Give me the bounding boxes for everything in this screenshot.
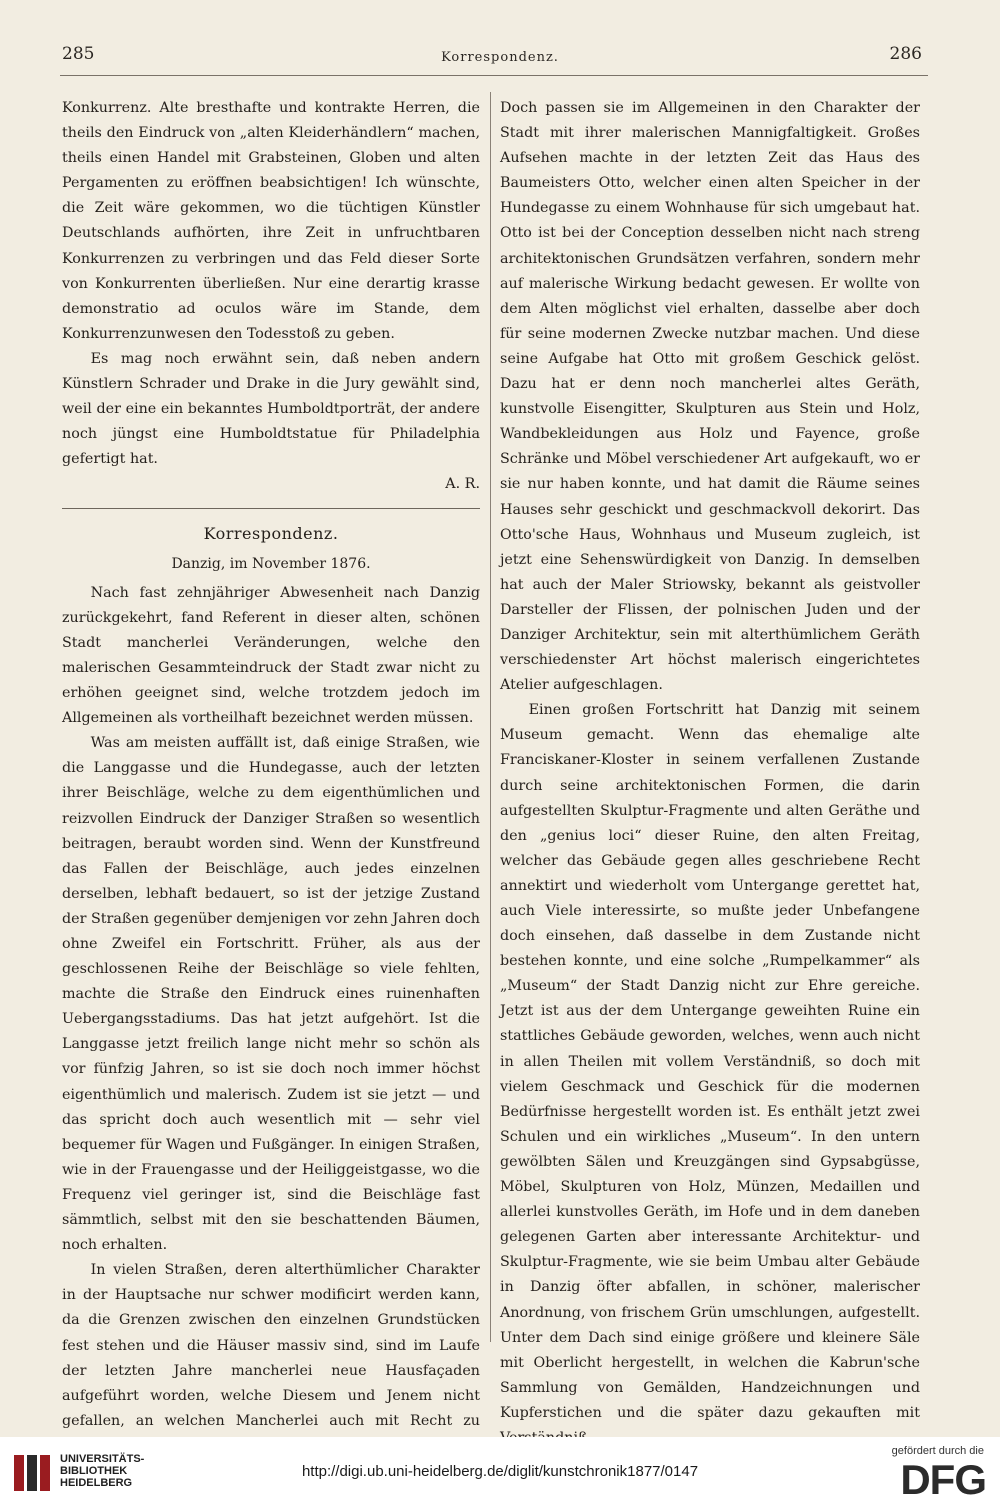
- institution-line: HEIDELBERG: [60, 1477, 133, 1489]
- paragraph: Doch passen sie im Allgemeinen in den Charakter der Stadt mit ihrer malerischen Mannigfaltigkeit. Großes Aufsehen machte in der letzten Zeit das Haus des Baumeisters Otto, welcher einen alten Speicher in der Hundegasse zu einem Wohnhause für sich umgebaut hat. Otto ist bei der Conception desselben nicht nach streng architektonischen Grundsätzen verfahren, sondern mehr auf malerische Wirkung bedacht gewesen. Er wollte von dem Alten möglichst viel erhalten, dasselbe aber doch für seine modernen Zwecke nutzbar machen. Und diese seine Aufgabe hat Otto mit großem Geschick gelöst. Dazu hat er denn noch mancherlei altes Geräth, kunstvolle Eisengitter, Skulpturen aus Stein und Holz, Wandbekleidungen aus Holz und Fayence, große Schränke und Möbel verschiedener Art aufgekauft, wo er sie nur haben konnte, und hat damit die Räume seines Hauses sehr geschickt und geschmackvoll dekorirt. Das Otto'sche Haus, Wohnhaus und Museum zugleich, ist jetzt eine Sehenswürdigkeit von Danzig. In demselben hat auch der Maler Striowsky, bekannt als geistvoller Darsteller der Flissen, der polnischen Juden und der Danziger Architektur, sein mit alterthümlichem Geräth verschiedenster Art höchst malerisch eingerichtetes Atelier aufgeschlagen.: [500, 100, 920, 694]
- header-rule: [60, 75, 928, 76]
- paragraph: Einen großen Fortschritt hat Danzig mit seinem Museum gemacht. Wenn das ehemalige alte Franciskaner-Kloster in seinem verfallenen Zustande durch seine architektonischen Formen, die darin aufgestellten Skulptur-Fragmente und alten Geräthe und den „genius loci“ dieser Ruine, den alten Freitag, welcher das Gebäude gegen alles geschriebene Recht annektirt und wiederholt vom Untergange gerettet hat, auch Viele interessirte, so mußte jeder Unbefangene doch einsehen, daß dasselbe in dem Zustande nicht bestehen konnte, und eine solche „Rumpelkammer“ als „Museum“ der Stadt Danzig nicht zur Ehre gereiche. Jetzt ist aus der dem Untergange geweihten Ruine ein stattliches Gebäude geworden, welches, wenn auch nicht in allen Theilen mit vollem Verständniß, so doch mit vielem Geschmack und Geschick für die modernen Bedürfnisse hergestellt worden ist. Es enthält jetzt zwei Schulen und ein wirkliches „Museum“. In den untern gewölbten Sälen und Kreuzgängen sind Gypsabgüsse, Möbel, Skulpturen von Holz, Münzen, Medaillen und allerlei kunstvolles Geräth, im Hofe und in dem daneben gelegenen Garten aber interessante Architektur- und Skulptur-Fragmente, wie sie beim Umbau alter Gebäude in Danzig öfter abfallen, in schöner, malerischer Anordnung, von frischem Grün umschlungen, aufgestellt. Unter dem Dach sind einige größere und kleinere Säle mit Oberlicht hergestellt, in welchen die Kabrun'sche Sammlung von Gemälden, Handzeichnungen und Kupferstichen und die später dazu gekauften mit: [500, 702, 920, 1421]
- institution-line: UNIVERSITÄTS-: [60, 1453, 145, 1465]
- author-signature: A. R.: [445, 476, 480, 493]
- paragraph: Nach fast zehnjähriger Abwesenheit nach Danzig zurückgekehrt, fand Referent in dieser alten, schönen Stadt mancherlei Veränderungen, welche den malerischen Gesammteindruck der Stadt zwar nicht zu erhöhen geeignet sind, welche trotzdem jedoch im Allgemeinen als vortheilhaft bezeichnet werden müssen.: [62, 584, 480, 727]
- left-column: [62, 96, 480, 1459]
- institution-line: BIBLIOTHEK: [60, 1465, 128, 1477]
- column-divider: [490, 92, 491, 1342]
- page-number-right: 286: [889, 44, 922, 64]
- page-number-left: 285: [62, 44, 95, 64]
- dfg-logo: DFG: [900, 1456, 986, 1503]
- dateline: Danzig, im November 1876.: [171, 555, 371, 572]
- paragraph: Es mag noch erwähnt sein, daß neben andern Künstlern Schrader und Drake in die Jury gewählt sind, weil der eine ein bekanntes Humboldtporträt, der andere noch jüngst eine Humboldtstatue für Philadelphia gefertigt hat.: [62, 350, 480, 468]
- section-title: Korrespondenz.: [203, 523, 339, 543]
- right-column: [500, 96, 920, 1451]
- running-head: Korrespondenz.: [441, 50, 559, 65]
- paragraph: Konkurrenz. Alte bresthafte und kontrakte Herren, die theils den Eindruck von „alten Kleiderhändlern“ machen, theils einen Handel mit Grabsteinen, Globen und alten Pergamenten zu eröffnen beabsichtigen! Ich wünschte, die Zeit wäre gekommen, wo die tüchtigen Künstler Deutschlands aufhörten, ihre Zeit in unfruchtbaren Konkurrenzen zu verbringen und das Feld dieser Sorte von Konkurrenten überließen. Nur eine derartig krasse demonstratio ad oculos wäre im Stande, dem Konkurrenzunwesen den Todesstoß zu geben.: [62, 100, 480, 342]
- funded-by-label: gefördert durch die: [891, 1445, 984, 1457]
- paragraph: In vielen Straßen, deren alterthümlicher Charakter in der Hauptsache nur schwer modificirt werden kann, da die Grenzen zwischen den einzelnen Grundstücken fest stehen und die Häuser massiv sind, sind im Laufe der letzten Jahre mancherlei neue Hausfaçaden aufgeführt worden, welche Diesem und Jenem nicht gefallen, an welchen Mancherlei auch mit Recht zu: [62, 1262, 480, 1429]
- paragraph: Was am meisten auffällt ist, daß einige Straßen, wie die Langgasse und die Hundegasse, auch der letzten ihrer Beischläge, welche zu dem eigenthümlichen und reizvollen Eindruck der Danziger Straßen so wesentlich beitragen, beraubt worden sind. Wenn der Kunstfreund das Fallen der Beischläge, auch jedes einzelnen derselben, lebhaft bedauert, so ist der jetzige Zustand der Straßen gegenüber demjenigen vor zehn Jahren doch ohne Zweifel ein Fortschritt. Früher, als aus der geschlossenen Reihe der Beischläge so viele fehlten, machte die Straße den Eindruck eines ruinenhaften Uebergangsstadiums. Das hat jetzt aufgehört. Ist die Langgasse jetzt freilich lange nicht mehr so schön als vor fünfzig Jahren, so ist sie doch noch immer höchst eigenthümlich und malerisch. Zudem ist sie jetzt — und das spricht doch auch wesentlich mit — sehr viel bequemer für Wagen und Fußgänger. In einigen Straßen, wie in der Frauengasse und der Heiliggeistgasse, wo die Frequenz viel geringer ist, sind die Beischläge fast sämmtlich, selbst mit den sie beschattenden Bäumen, noch erhalten.: [62, 735, 480, 1254]
- footer-bar: [0, 1437, 1000, 1512]
- source-url[interactable]: http://digi.ub.uni-heidelberg.de/diglit/kunstchronik1877/0147: [301, 1463, 699, 1480]
- section-rule: [62, 508, 480, 509]
